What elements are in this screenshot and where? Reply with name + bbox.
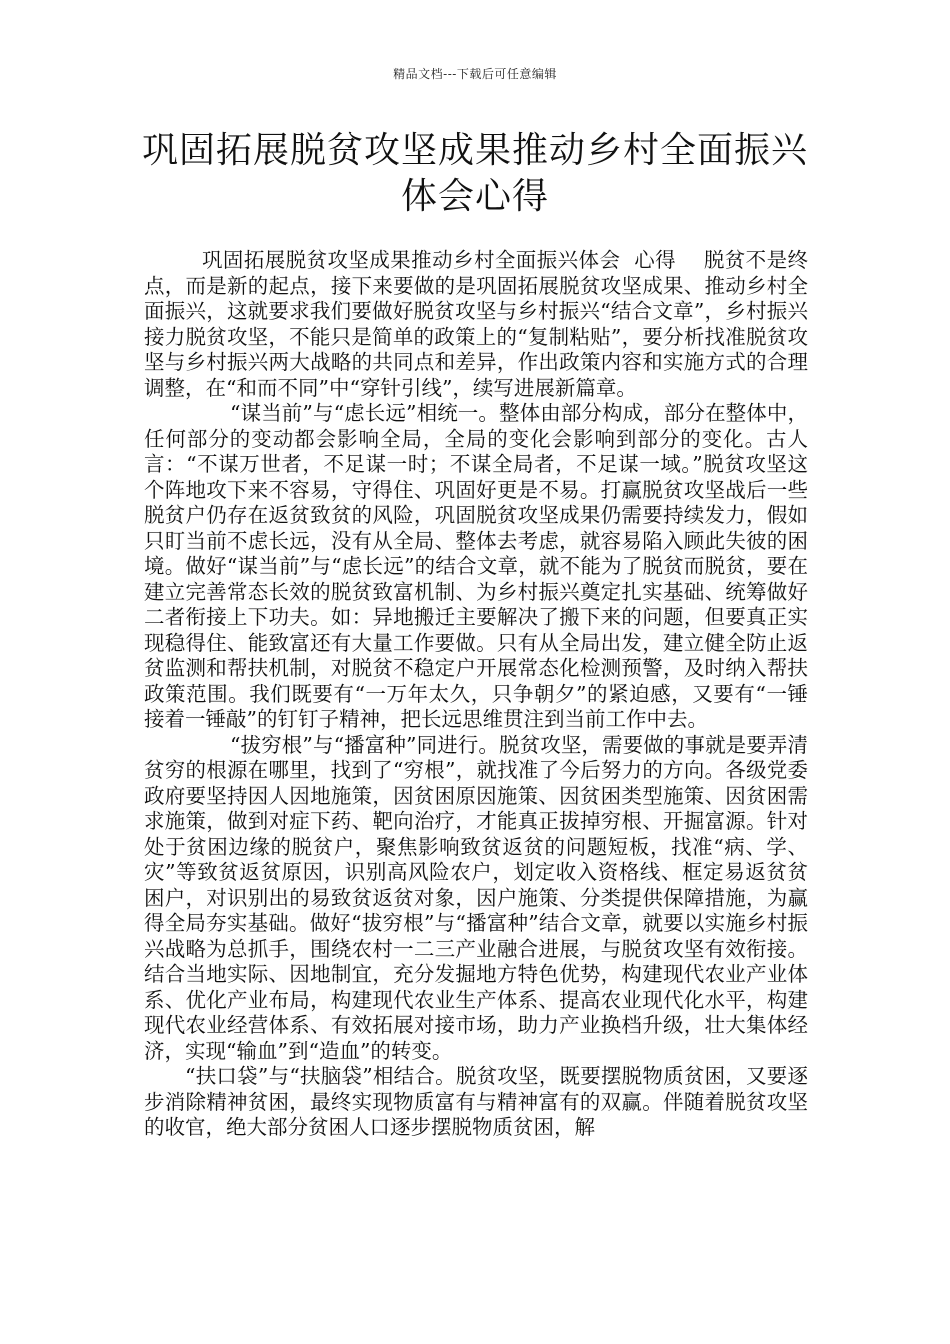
title-line-2: 体会心得 — [400, 176, 549, 217]
paragraph-root-and-seed: “拔穷根”与“播富种”同进行。脱贫攻坚，需要做的事就是要弄清贫穷的根源在哪里，找到了“穷根”，就找准了今后努力的方向。各级党委政府要坚持因人因地施策，因贫困原因施策、因贫困类型施策、因贫困需求施策，做到对症下药、靶向治疗，才能真正拔掉穷根、开掘富源。针对处于贫困边缘的脱贫户，聚焦影响致贫返贫的问题短板，找准“病、学、灾”等致贫返贫原因，识别高风险农户，划定收入资格线、框定易返贫贫困户，对识别出的易致贫返贫对象，因户施策、分类提供保障措施，为赢得全局夯实基础。做好“拔穷根”与“播富种”结合文章，就要以实施乡村振兴战略为总抓手，围绕农村一二三产业融合进展，与脱贫攻坚有效衔接。结合当地实际、因地制宜，充分发掘地方特色优势，构建现代农业产业体系、优化产业布局，构建现代农业生产体系、提高农业现代化水平，构建现代农业经营体系、有效拓展对接市场，助力产业换档升级，壮大集体经济，实现“输血”到“造血”的转变。 — [144, 732, 808, 1063]
header-note: 精品文档---下载后可任意编辑 — [393, 67, 557, 81]
paragraph-present-and-future: “谋当前”与“虑长远”相统一。整体由部分构成，部分在整体中，任何部分的变动都会影响全局，全局的变化会影响到部分的变化。古人言：“不谋万世者，不足谋一时；不谋全局者，不足谋一域。”脱贫攻坚这个阵地攻下来不容易，守得住、巩固好更是不易。打赢脱贫攻坚战后一些脱贫户仍存在返贫致贫的风险，巩固脱贫攻坚成果仍需要持续发力，假如只盯当前不虑长远，没有从全局、整体去考虑，就容易陷入顾此失彼的困境。做好“谋当前”与“虑长远”的结合文章，就不能为了脱贫而脱贫，要在建立完善常态长效的脱贫致富机制、为乡村振兴奠定扎实基础、统筹做好二者衔接上下功夫。如：异地搬迁主要解决了搬下来的问题，但要真正实现稳得住、能致富还有大量工作要做。只有从全局出发，建立健全防止返贫监测和帮扶机制，对脱贫不稳定户开展常态化检测预警，及时纳入帮扶政策范围。我们既要有“一万年太久，只争朝夕”的紧迫感，又要有“一锤接着一锤敲”的钉钉子精神，把长远思维贯注到当前工作中去。 — [144, 401, 808, 731]
paragraph-intro: 巩固拓展脱贫攻坚成果推动乡村全面振兴体会 心得 脱贫不是终点，而是新的起点，接下来要做的是巩固拓展脱贫攻坚成果、推动乡村全面振兴，这就要求我们要做好脱贫攻坚与乡村振兴“结合文章”，乡村振兴接力脱贫攻坚，不能只是简单的政策上的“复制粘贴”，要分析找准脱贫攻坚与乡村振兴两大战略的共同点和差异，作出政策内容和实施方式的合理调整，在“和而不同”中“穿针引线”，续写进展新篇章。 — [144, 248, 808, 400]
document-body — [144, 248, 808, 1141]
document-title — [140, 128, 810, 220]
paragraph-pocket-and-mind: “扶口袋”与“扶脑袋”相结合。脱贫攻坚，既要摆脱物质贫困，又要逐步消除精神贫困，最终实现物质富有与精神富有的双赢。伴随着脱贫攻坚的收官，绝大部分贫困人口逐步摆脱物质贫困，解 — [144, 1064, 808, 1139]
title-line-1: 巩固拓展脱贫攻坚成果推动乡村全面振兴 — [141, 130, 808, 171]
